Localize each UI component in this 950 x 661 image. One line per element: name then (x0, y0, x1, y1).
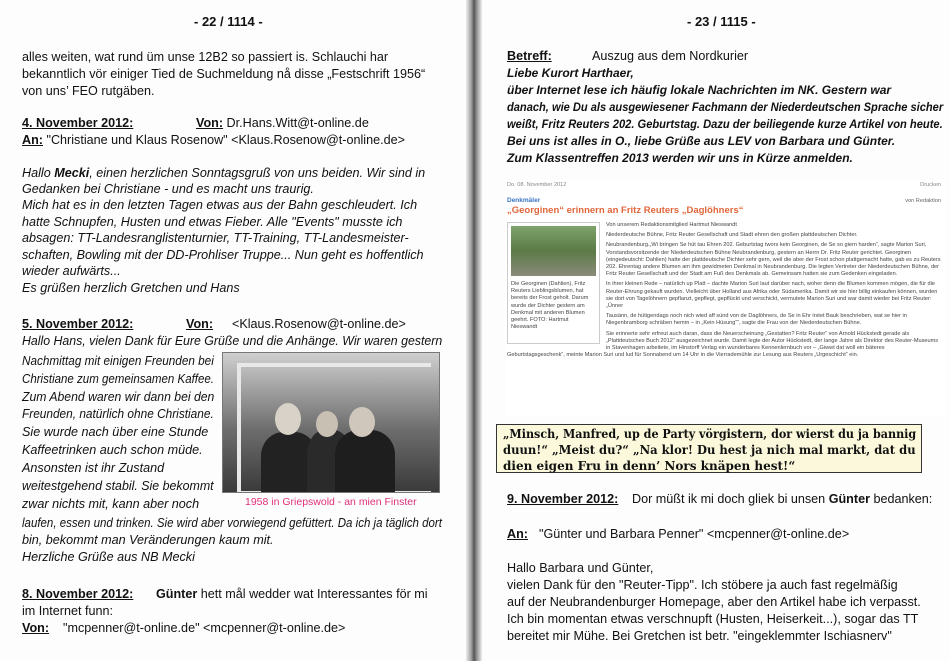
text-line: Günter hett mål wedder wat Interessantes för mi (156, 587, 428, 601)
text-line: Mich hat es in den letzten Tagen etwas aus der Bahn geschleudert. Ich (22, 198, 418, 212)
from-label: Von: (22, 621, 50, 635)
text-line: Ansonsten ist ihr Zustand (22, 461, 165, 475)
text-line: Kaffeetrinken auch schon müde. (22, 443, 203, 457)
article-paragraph: In ihrer kleinen Rede – natürlich up Platt – dachte Marion Suri laut darüber nach, woher denn die Blumen kommen mögen, die für die Reuter-Ehrung gekauft wurden. Vielleicht über Holland aus Afrika oder Südamerika. Damit wir sie hier billig einkaufen können, wurden sie dort von Tagelöhnern gepflanzt, gepflegt, gepflückt und verschickt, vermutete Marion Suri und war damit wieder bei Fritz Reuter: „Ünner (606, 281, 938, 310)
from-address: Dr.Hans.Witt@t-online.de (226, 116, 369, 130)
article-image-box (507, 222, 600, 344)
photo-three-men-at-window (222, 352, 440, 493)
photo-caption: 1958 in Griepswold - an mien Finster (245, 496, 417, 508)
article-author: Von unserem Redaktionsmitglied Hartmut Nieswandt (606, 222, 737, 228)
article-lead: Niederdeutsche Bühne, Fritz Reuter Gesellschaft und Stadt ehren den großen plattdeutschen Dichter. (606, 232, 858, 239)
article-body (507, 222, 941, 362)
page-number: - 22 / 1114 - (194, 14, 263, 29)
text-line: Hallo Hans, vielen Dank für Eure Grüße und die Anhänge. Wir waren gestern (22, 334, 443, 348)
quote-line: dien eigen Fru in denn’ Nors knäpen hest!“ (503, 459, 796, 473)
text-line: auf der Neubrandenburger Homepage, aber den Artikel habe ich verpasst. (507, 595, 921, 609)
article-title: „Georginen“ erinnern an Fritz Reuters „Daglöhners“ (507, 205, 744, 216)
article-byline: von Redaktion (905, 198, 941, 204)
page-number: - 23 / 1115 - (687, 14, 756, 29)
text-line: Liebe Kurort Harthaer, (507, 66, 634, 80)
subject-label: Betreff: (507, 49, 552, 63)
from-label: Von: (196, 116, 224, 130)
text-line: bereitet mir Mühe. Bei Gretchen ist betr. "eingeklemmter Ischiasnerv" (507, 629, 892, 643)
mail-date: 4. November 2012: (22, 116, 134, 130)
text-line: Freunden, natürlich ohne Christiane. (22, 407, 214, 421)
article-date: Do. 08. November 2012 (507, 182, 567, 188)
text-line: vielen Dank für den "Reuter-Tipp". Ich stöbere ja auch fast regelmäßig (507, 578, 898, 592)
text-line: Gedanken bei Christiane - und es macht uns traurig. (22, 182, 314, 196)
to-label: An: (22, 133, 43, 147)
dialect-quote-box (496, 424, 922, 473)
text-line: zwar nichts mit, kann aber noch (22, 497, 200, 511)
text-line: Bei uns ist alles in O., liebe Grüße aus LEV von Barbara und Günter. (507, 134, 896, 148)
article-paragraph: Neubrandenburg.„Wi bringen Se hüt tau Ehren 202. Geburtstag twors kein Georginen, de Se so giern harden“, sagte Marion Suri, Vorstandsvorsitzende der Niederdeutschen Bühne Neubrandenburg, gestern an Herrn Dr. Fritz Reuter gerichtet. Georginen (eingedeutscht: Dahlien) hatte der plattdeutsche Dichter sehr gern, weil die aber der Frost schon plattgemacht hatte, gab es zu Reuters 202. Ehrentag andere Blumen am ihm gewidmeten Denkmal in Neubrandenburg. Die legten Vertreter der Niederdeutschen Bühne, der Fritz Reuter Gesellschaft und der Stadt am Fuß des Denkmals ab. Gemeinsam hatten sie zum Gedenken eingeladen. (606, 242, 941, 278)
article-photo-monument (511, 226, 596, 276)
text-line: Christiane zum gemeinsamen Kaffee. (22, 372, 215, 386)
text-line: absagen: TT-Landesranglistenturnier, TT-Training, TT-Landesmeister- (22, 231, 409, 245)
quote-line: „Minsch, Manfred, up de Party vörgistern, dor wierst du ja bannig (503, 427, 917, 441)
text-line: Herzliche Grüße aus NB Mecki (22, 550, 195, 564)
text-line: alles weiten, wat rund üm unse 12B2 so passiert is. Schlauchi har (22, 50, 389, 64)
text-line: Hallo Barbara und Günter, (507, 561, 654, 575)
article-paragraph: Sie erinnerte sehr erfreut auch daran, dass die Neuerscheinung „Gestatten? Fritz Reuter“ von Arnold Hückstedt gerade als „Plattdeutsches Buch 2012“ ausgezeichnet wurde. Damit legte der Autor Hückstedt, der lange Jahre als Direktor des Reuter-Museums in Stavenhagen arbeitete, im Hinstorff Verlag ein wunderbares Kennenlernbuch vor – „Giwwt dat woll ein bäteres Geburtstagsgeschenk“, meinte Marion Suri und lud für Sonnabend um 14 Uhr in die Vierrademühle zur Lesung aus Reuters „Urgeschicht“ ein. (507, 330, 939, 359)
text-line: von uns’ FEO rutgäben. (22, 84, 155, 98)
text-line: Nachmittag mit einigen Freunden bei (22, 354, 214, 368)
text-line: über Internet lese ich häufig lokale Nachrichten im NK. Gestern war (507, 83, 892, 97)
quote-line: duun!“ „Meist du?“ „Na klor! Du hest ja nich mal markt, dat du (503, 443, 916, 457)
print-link: Drucken (920, 182, 941, 188)
text-line: im Internet funn: (22, 604, 114, 618)
article-paragraph: Tausänn, de hütigendags noch nich wied aff sünd von de Daglöhners, de Se in Ehr irstet Bauk beschrieben, wat se hier in Niegenbramborg schräben hemm – in „Kein Hüsung““, sagte die Frau von der Niederdeutschen Bühne. (606, 313, 907, 327)
text-line: Zum Abend waren wir dann bei den (22, 390, 215, 404)
to-label: An: (507, 527, 528, 541)
text-line: bekanntlich vör einiger Tied de Suchmeldung nå disse „Festschrift 1956“ (22, 67, 426, 81)
text-line: bin, bekommt man Veränderungen kaum mit. (22, 533, 274, 547)
book-spine (466, 0, 482, 661)
article-section: Denkmäler (507, 197, 541, 204)
from-address: <Klaus.Rosenow@t-online.de> (232, 317, 406, 331)
mail-date: 9. November 2012: (507, 492, 619, 506)
text-line: weißt, Fritz Reuters 202. Geburtstag. Dazu der beiliegende kurze Artikel von heute. (507, 117, 943, 131)
mail-to (22, 132, 405, 148)
text-line: Hallo Mecki, einen herzlichen Sonntagsgruß von uns beiden. Wir sind in (22, 166, 426, 180)
text-line: laufen, essen und trinken. Sie wird aber vorwiegend gefüttert. Da ich ja täglich dort (22, 516, 442, 530)
article-image-caption: Die Georginen (Dahlien), Fritz Reuters Lieblingsblumen, hat bereits der Frost geholt. Darum wurde der Dichter gestern am Denkmal mit anderen Blumen geehrt. FOTO: Hartmut Nieswandt (511, 281, 589, 331)
left-page (0, 0, 466, 661)
from-address: "mcpenner@t-online.de" <mcpenner@t-online.de> (63, 621, 346, 635)
text-line: wieder aufwärts... (22, 264, 121, 278)
text-line: schaften, Bowling mit der DD-Prohliser Truppe... Nun geht es hoffentlich (22, 248, 424, 262)
mail-date: 5. November 2012: (22, 317, 134, 331)
mail-from (196, 115, 369, 131)
text-line: danach, wie Du als ausgewiesener Fachmann der Niederdeutschen Sprache sicher (507, 100, 944, 114)
text-line: Es grüßen herzlich Gretchen und Hans (22, 281, 240, 295)
text-line: Zum Klassentreffen 2013 werden wir uns in Kürze anmelden. (507, 151, 853, 165)
from-label: Von: (186, 317, 214, 331)
mail-date: 8. November 2012: (22, 587, 134, 601)
text-line: Dor müßt ik mi doch gliek bi unsen Günter bedanken: (632, 492, 933, 506)
text-line: hatte Schnupfen, Husten und etwas Fieber. Alle "Events" musste ich (22, 215, 403, 229)
newspaper-clipping (505, 180, 945, 416)
text-line: Sie wurde nach über eine Stunde (22, 425, 209, 439)
subject: Auszug aus dem Nordkurier (592, 49, 749, 63)
text-line: Ich bin momentan etwas verschnupft (Husten, Heiserkeit...), sogar das TT (507, 612, 919, 626)
to-address: "Christiane und Klaus Rosenow" <Klaus.Rosenow@t-online.de> (46, 133, 405, 147)
to-address: "Günter und Barbara Penner" <mcpenner@t-online.de> (539, 527, 850, 541)
text-line: weitestgehend stabil. Sie bekommt (22, 479, 214, 493)
